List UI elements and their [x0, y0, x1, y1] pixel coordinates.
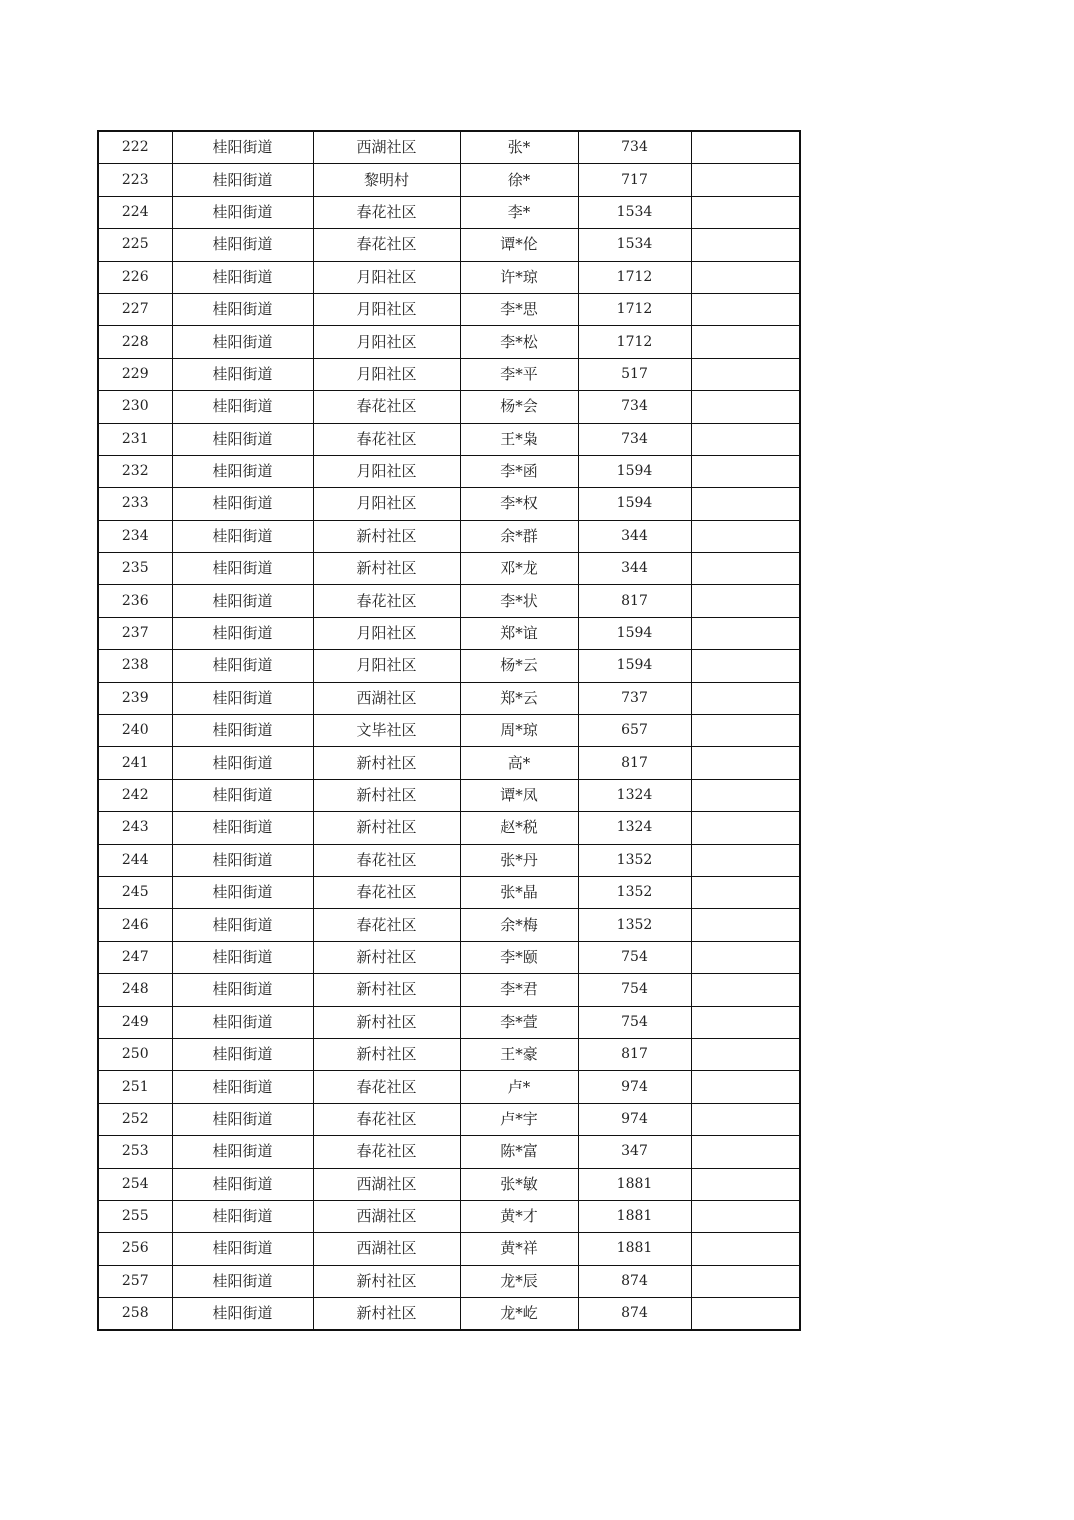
row-number-cell: 252	[98, 1103, 172, 1135]
table-row	[98, 229, 800, 261]
row-number-cell: 241	[98, 747, 172, 779]
amount-cell: 1712	[578, 261, 691, 293]
note-cell	[691, 455, 800, 487]
person-name-cell: 卢*	[460, 1071, 578, 1103]
row-number-cell: 255	[98, 1200, 172, 1232]
note-cell	[691, 617, 800, 649]
row-number-cell: 237	[98, 617, 172, 649]
person-name-cell: 黄*祥	[460, 1233, 578, 1265]
table-row	[98, 261, 800, 293]
row-number-cell: 248	[98, 974, 172, 1006]
person-name-cell: 周*琼	[460, 715, 578, 747]
street-cell: 桂阳街道	[172, 779, 313, 811]
amount-cell: 754	[578, 941, 691, 973]
amount-cell: 734	[578, 391, 691, 423]
amount-cell: 874	[578, 1265, 691, 1297]
person-name-cell: 黄*才	[460, 1200, 578, 1232]
street-cell: 桂阳街道	[172, 358, 313, 390]
amount-cell: 754	[578, 974, 691, 1006]
note-cell	[691, 715, 800, 747]
community-cell: 月阳社区	[313, 488, 460, 520]
street-cell: 桂阳街道	[172, 261, 313, 293]
amount-cell: 817	[578, 585, 691, 617]
note-cell	[691, 812, 800, 844]
row-number-cell: 228	[98, 326, 172, 358]
table-row	[98, 1071, 800, 1103]
table-row	[98, 326, 800, 358]
amount-cell: 1352	[578, 844, 691, 876]
community-cell: 新村社区	[313, 941, 460, 973]
community-cell: 春花社区	[313, 1071, 460, 1103]
note-cell	[691, 1006, 800, 1038]
note-cell	[691, 779, 800, 811]
note-cell	[691, 358, 800, 390]
community-cell: 月阳社区	[313, 650, 460, 682]
person-name-cell: 杨*会	[460, 391, 578, 423]
street-cell: 桂阳街道	[172, 909, 313, 941]
amount-cell: 1352	[578, 876, 691, 908]
street-cell: 桂阳街道	[172, 682, 313, 714]
amount-cell: 344	[578, 553, 691, 585]
street-cell: 桂阳街道	[172, 876, 313, 908]
note-cell	[691, 164, 800, 196]
row-number-cell: 254	[98, 1168, 172, 1200]
street-cell: 桂阳街道	[172, 1071, 313, 1103]
table-row	[98, 1265, 800, 1297]
note-cell	[691, 553, 800, 585]
street-cell: 桂阳街道	[172, 455, 313, 487]
row-number-cell: 258	[98, 1298, 172, 1331]
street-cell: 桂阳街道	[172, 488, 313, 520]
community-cell: 春花社区	[313, 1103, 460, 1135]
person-name-cell: 谭*伦	[460, 229, 578, 261]
street-cell: 桂阳街道	[172, 1103, 313, 1135]
amount-cell: 1594	[578, 455, 691, 487]
person-name-cell: 邓*龙	[460, 553, 578, 585]
community-cell: 春花社区	[313, 423, 460, 455]
person-name-cell: 卢*宇	[460, 1103, 578, 1135]
community-cell: 西湖社区	[313, 1168, 460, 1200]
row-number-cell: 222	[98, 131, 172, 164]
person-name-cell: 陈*富	[460, 1136, 578, 1168]
row-number-cell: 236	[98, 585, 172, 617]
person-name-cell: 谭*凤	[460, 779, 578, 811]
note-cell	[691, 488, 800, 520]
street-cell: 桂阳街道	[172, 747, 313, 779]
person-name-cell: 郑*谊	[460, 617, 578, 649]
community-cell: 新村社区	[313, 553, 460, 585]
table-body	[98, 131, 800, 1330]
note-cell	[691, 229, 800, 261]
table-row	[98, 812, 800, 844]
street-cell: 桂阳街道	[172, 553, 313, 585]
row-number-cell: 256	[98, 1233, 172, 1265]
community-cell: 春花社区	[313, 876, 460, 908]
row-number-cell: 242	[98, 779, 172, 811]
row-number-cell: 233	[98, 488, 172, 520]
note-cell	[691, 391, 800, 423]
note-cell	[691, 520, 800, 552]
amount-cell: 1324	[578, 779, 691, 811]
amount-cell: 1594	[578, 617, 691, 649]
street-cell: 桂阳街道	[172, 715, 313, 747]
table-row	[98, 1136, 800, 1168]
row-number-cell: 243	[98, 812, 172, 844]
community-cell: 黎明村	[313, 164, 460, 196]
community-cell: 新村社区	[313, 974, 460, 1006]
community-cell: 春花社区	[313, 1136, 460, 1168]
person-name-cell: 李*君	[460, 974, 578, 1006]
person-name-cell: 李*函	[460, 455, 578, 487]
row-number-cell: 249	[98, 1006, 172, 1038]
person-name-cell: 王*豪	[460, 1038, 578, 1070]
note-cell	[691, 941, 800, 973]
table-row	[98, 747, 800, 779]
amount-cell: 347	[578, 1136, 691, 1168]
community-cell: 月阳社区	[313, 326, 460, 358]
street-cell: 桂阳街道	[172, 131, 313, 164]
community-cell: 新村社区	[313, 1298, 460, 1331]
table-row	[98, 196, 800, 228]
row-number-cell: 225	[98, 229, 172, 261]
street-cell: 桂阳街道	[172, 617, 313, 649]
row-number-cell: 229	[98, 358, 172, 390]
community-cell: 新村社区	[313, 812, 460, 844]
note-cell	[691, 876, 800, 908]
street-cell: 桂阳街道	[172, 812, 313, 844]
community-cell: 新村社区	[313, 1265, 460, 1297]
community-cell: 文毕社区	[313, 715, 460, 747]
community-cell: 月阳社区	[313, 293, 460, 325]
street-cell: 桂阳街道	[172, 229, 313, 261]
table-row	[98, 974, 800, 1006]
table-row	[98, 715, 800, 747]
person-name-cell: 李*	[460, 196, 578, 228]
person-name-cell: 高*	[460, 747, 578, 779]
row-number-cell: 230	[98, 391, 172, 423]
amount-cell: 974	[578, 1071, 691, 1103]
note-cell	[691, 1233, 800, 1265]
table-row	[98, 1006, 800, 1038]
note-cell	[691, 261, 800, 293]
table-row	[98, 391, 800, 423]
table-row	[98, 131, 800, 164]
row-number-cell: 235	[98, 553, 172, 585]
data-table	[97, 130, 801, 1331]
community-cell: 春花社区	[313, 391, 460, 423]
person-name-cell: 杨*云	[460, 650, 578, 682]
amount-cell: 1534	[578, 196, 691, 228]
table-row	[98, 650, 800, 682]
person-name-cell: 赵*税	[460, 812, 578, 844]
table-row	[98, 293, 800, 325]
community-cell: 月阳社区	[313, 358, 460, 390]
table-row	[98, 909, 800, 941]
amount-cell: 754	[578, 1006, 691, 1038]
table-row	[98, 844, 800, 876]
amount-cell: 1881	[578, 1168, 691, 1200]
amount-cell: 1881	[578, 1200, 691, 1232]
street-cell: 桂阳街道	[172, 1168, 313, 1200]
street-cell: 桂阳街道	[172, 844, 313, 876]
row-number-cell: 226	[98, 261, 172, 293]
person-name-cell: 余*梅	[460, 909, 578, 941]
amount-cell: 1534	[578, 229, 691, 261]
community-cell: 春花社区	[313, 844, 460, 876]
person-name-cell: 张*晶	[460, 876, 578, 908]
row-number-cell: 247	[98, 941, 172, 973]
row-number-cell: 227	[98, 293, 172, 325]
note-cell	[691, 1038, 800, 1070]
note-cell	[691, 1168, 800, 1200]
table-row	[98, 1298, 800, 1331]
row-number-cell: 231	[98, 423, 172, 455]
person-name-cell: 余*群	[460, 520, 578, 552]
community-cell: 春花社区	[313, 196, 460, 228]
note-cell	[691, 293, 800, 325]
person-name-cell: 李*萱	[460, 1006, 578, 1038]
community-cell: 新村社区	[313, 520, 460, 552]
person-name-cell: 李*颐	[460, 941, 578, 973]
row-number-cell: 253	[98, 1136, 172, 1168]
person-name-cell: 李*状	[460, 585, 578, 617]
row-number-cell: 250	[98, 1038, 172, 1070]
table-row	[98, 164, 800, 196]
street-cell: 桂阳街道	[172, 196, 313, 228]
table-row	[98, 876, 800, 908]
person-name-cell: 龙*辰	[460, 1265, 578, 1297]
amount-cell: 1324	[578, 812, 691, 844]
street-cell: 桂阳街道	[172, 423, 313, 455]
person-name-cell: 徐*	[460, 164, 578, 196]
amount-cell: 734	[578, 131, 691, 164]
table-row	[98, 455, 800, 487]
amount-cell: 657	[578, 715, 691, 747]
table-row	[98, 682, 800, 714]
table-row	[98, 1168, 800, 1200]
person-name-cell: 李*思	[460, 293, 578, 325]
community-cell: 春花社区	[313, 909, 460, 941]
street-cell: 桂阳街道	[172, 293, 313, 325]
amount-cell: 717	[578, 164, 691, 196]
amount-cell: 737	[578, 682, 691, 714]
amount-cell: 734	[578, 423, 691, 455]
row-number-cell: 223	[98, 164, 172, 196]
row-number-cell: 238	[98, 650, 172, 682]
person-name-cell: 龙*屹	[460, 1298, 578, 1331]
street-cell: 桂阳街道	[172, 1265, 313, 1297]
table-row	[98, 779, 800, 811]
amount-cell: 1352	[578, 909, 691, 941]
note-cell	[691, 1265, 800, 1297]
table-row	[98, 1103, 800, 1135]
note-cell	[691, 747, 800, 779]
note-cell	[691, 650, 800, 682]
person-name-cell: 张*敏	[460, 1168, 578, 1200]
community-cell: 西湖社区	[313, 131, 460, 164]
amount-cell: 1594	[578, 650, 691, 682]
street-cell: 桂阳街道	[172, 1233, 313, 1265]
community-cell: 西湖社区	[313, 1233, 460, 1265]
person-name-cell: 李*平	[460, 358, 578, 390]
amount-cell: 1594	[578, 488, 691, 520]
row-number-cell: 232	[98, 455, 172, 487]
amount-cell: 1712	[578, 326, 691, 358]
note-cell	[691, 1298, 800, 1331]
street-cell: 桂阳街道	[172, 1298, 313, 1331]
community-cell: 新村社区	[313, 747, 460, 779]
amount-cell: 974	[578, 1103, 691, 1135]
row-number-cell: 257	[98, 1265, 172, 1297]
amount-cell: 874	[578, 1298, 691, 1331]
amount-cell: 1712	[578, 293, 691, 325]
row-number-cell: 234	[98, 520, 172, 552]
table-row	[98, 488, 800, 520]
note-cell	[691, 1200, 800, 1232]
community-cell: 新村社区	[313, 1006, 460, 1038]
table-row	[98, 358, 800, 390]
note-cell	[691, 1103, 800, 1135]
row-number-cell: 244	[98, 844, 172, 876]
street-cell: 桂阳街道	[172, 1136, 313, 1168]
row-number-cell: 224	[98, 196, 172, 228]
note-cell	[691, 844, 800, 876]
community-cell: 月阳社区	[313, 455, 460, 487]
street-cell: 桂阳街道	[172, 941, 313, 973]
person-name-cell: 李*权	[460, 488, 578, 520]
amount-cell: 344	[578, 520, 691, 552]
amount-cell: 817	[578, 1038, 691, 1070]
table-row	[98, 585, 800, 617]
row-number-cell: 251	[98, 1071, 172, 1103]
street-cell: 桂阳街道	[172, 164, 313, 196]
table-row	[98, 1200, 800, 1232]
street-cell: 桂阳街道	[172, 1038, 313, 1070]
table-row	[98, 520, 800, 552]
table-row	[98, 423, 800, 455]
person-name-cell: 李*松	[460, 326, 578, 358]
street-cell: 桂阳街道	[172, 520, 313, 552]
street-cell: 桂阳街道	[172, 326, 313, 358]
note-cell	[691, 682, 800, 714]
street-cell: 桂阳街道	[172, 391, 313, 423]
community-cell: 西湖社区	[313, 682, 460, 714]
row-number-cell: 245	[98, 876, 172, 908]
community-cell: 春花社区	[313, 585, 460, 617]
note-cell	[691, 585, 800, 617]
note-cell	[691, 974, 800, 1006]
row-number-cell: 246	[98, 909, 172, 941]
note-cell	[691, 131, 800, 164]
row-number-cell: 239	[98, 682, 172, 714]
community-cell: 西湖社区	[313, 1200, 460, 1232]
table-row	[98, 1233, 800, 1265]
street-cell: 桂阳街道	[172, 974, 313, 1006]
note-cell	[691, 326, 800, 358]
amount-cell: 517	[578, 358, 691, 390]
person-name-cell: 张*	[460, 131, 578, 164]
row-number-cell: 240	[98, 715, 172, 747]
person-name-cell: 张*丹	[460, 844, 578, 876]
street-cell: 桂阳街道	[172, 650, 313, 682]
community-cell: 月阳社区	[313, 617, 460, 649]
community-cell: 新村社区	[313, 1038, 460, 1070]
table-row	[98, 941, 800, 973]
person-name-cell: 许*琼	[460, 261, 578, 293]
note-cell	[691, 423, 800, 455]
amount-cell: 817	[578, 747, 691, 779]
table-row	[98, 617, 800, 649]
community-cell: 月阳社区	[313, 261, 460, 293]
table-row	[98, 1038, 800, 1070]
amount-cell: 1881	[578, 1233, 691, 1265]
person-name-cell: 郑*云	[460, 682, 578, 714]
community-cell: 新村社区	[313, 779, 460, 811]
person-name-cell: 王*枭	[460, 423, 578, 455]
street-cell: 桂阳街道	[172, 1006, 313, 1038]
street-cell: 桂阳街道	[172, 1200, 313, 1232]
table-row	[98, 553, 800, 585]
note-cell	[691, 1071, 800, 1103]
note-cell	[691, 909, 800, 941]
note-cell	[691, 1136, 800, 1168]
community-cell: 春花社区	[313, 229, 460, 261]
street-cell: 桂阳街道	[172, 585, 313, 617]
note-cell	[691, 196, 800, 228]
